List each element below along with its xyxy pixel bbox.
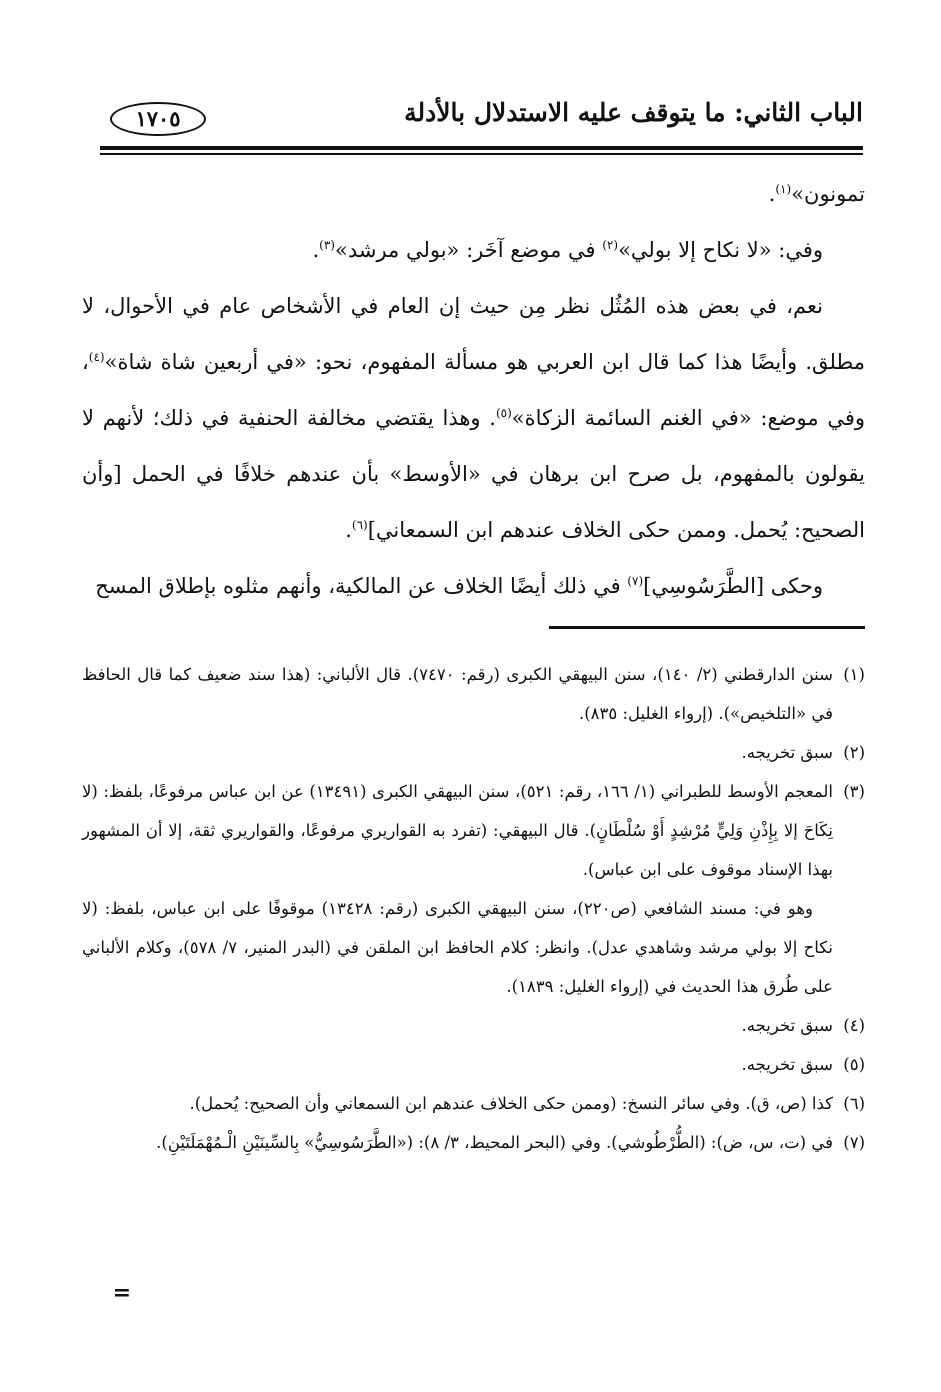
footnote-text: سنن الدارقطني (٢/ ١٤٠)، سنن البيهقي الكبرى (رقم: ٧٤٧٠). قال الألباني: (هذا سند ضعيف كما قال الحافظ في «التلخيص»). (إرواء الغليل: ٨٣٥).: [82, 665, 833, 723]
footnote-text: وهو في: مسند الشافعي (ص٢٢٠)، سنن البيهقي الكبرى (رقم: ١٣٤٢٨) موقوفًا على ابن عباس، بلفظ: (لا نكاح إلا بولي مرشد وشاهدي عدل). وانظر: كلام الحافظ ابن الملقن في (البدر المنير، ٧/ ٥٧٨)، وكلام الألباني على طُرق هذا الحديث في (إرواء الغليل: ١٨٣٩).: [82, 899, 833, 996]
footnote: [82, 772, 865, 889]
body-paragraph: [82, 166, 865, 222]
footnote-separator: [549, 626, 865, 629]
main-text: [82, 166, 865, 614]
footnote-reference: (٥): [495, 406, 512, 420]
body-text: نعم، في بعض هذه المُثُل نظر مِن حيث إن العام في الأشخاص عام في الأحوال، لا مطلق. وأيضًا هذا كما قال ابن العربي هو مسألة المفهوم، نحو: «في أربعين شاة شاة»: [82, 294, 865, 374]
footnote-text: المعجم الأوسط للطبراني (١/ ١٦٦، رقم: ٥٢١)، سنن البيهقي الكبرى (١٣٤٩١) عن ابن عباس مرفوعًا، بلفظ: (لا نِكَاحَ إلا بِإِذْنِ وَلِيٍّ مُرْشِدٍ أَوْ سُلْطَانٍ). قال البيهقي: (تفرد به القواريري مرفوعًا، والقواريري ثقة، إلا أن المشهور بهذا الإسناد موقوف على ابن عباس).: [82, 782, 833, 879]
footnote-reference: (٤): [88, 350, 105, 364]
header-rule-thick: [100, 146, 863, 150]
body-text: في موضع آخَر: «بولي مرشد»: [334, 238, 603, 262]
footnote-continuation: [82, 889, 865, 1006]
footnote: [82, 733, 865, 772]
body-text: وفي: «لا نكاح إلا بولي»: [618, 238, 823, 262]
body-paragraph: [82, 278, 865, 558]
footnote-marker: (٢): [843, 743, 865, 762]
footnote-marker: (٥): [843, 1055, 865, 1074]
chapter-title: الباب الثاني: ما يتوقف عليه الاستدلال بالأدلة: [404, 98, 863, 127]
body-paragraph: [82, 558, 865, 614]
body-text: .: [312, 238, 320, 262]
footnote-marker: (٦): [843, 1094, 865, 1113]
footnote: [82, 1045, 865, 1084]
body-text: تمونون»: [791, 182, 865, 206]
footnote-text: سبق تخريجه.: [741, 1055, 833, 1074]
footnote: [82, 1084, 865, 1123]
footnote-reference: (٢): [602, 238, 619, 252]
footnote-text: في (ت، س، ض): (الطُّرْطُوشي). وفي (البحر المحيط، ٣/ ٨): («الطَّرَسُوسِيُّ» بِالسِّينَيْنِ الْـمُهْمَلَتَيْنِ).: [156, 1133, 833, 1152]
footnote: [82, 1006, 865, 1045]
body-text: . وهذا يقتضي مخالفة الحنفية في ذلك؛ لأنهم لا يقولون بالمفهوم، بل صرح ابن برهان في «الأوسط» بأن عندهم خلافًا في الحمل [وأن الصحيح: يُحمل. وممن حكى الخلاف عندهم ابن السمعاني]: [82, 406, 865, 542]
footnote-reference: (٣): [319, 238, 335, 252]
page-number: ١٧٠٥: [110, 102, 206, 136]
footnote-reference: (١): [775, 182, 792, 196]
footnote-marker: (٧): [843, 1133, 865, 1152]
body-paragraph: [82, 222, 865, 278]
running-header: [100, 92, 863, 148]
footnote-text: سبق تخريجه.: [741, 743, 833, 762]
footnote-reference: (٧): [627, 574, 644, 588]
footnote: [82, 655, 865, 733]
continuation-mark: =: [112, 1280, 131, 1306]
footnote-marker: (١): [843, 665, 865, 684]
footnote-marker: (٤): [843, 1016, 865, 1035]
footnotes: [82, 655, 865, 1162]
footnote: [82, 1123, 865, 1162]
body-text: في ذلك أيضًا الخلاف عن المالكية، وأنهم مثلوه بإطلاق المسح: [95, 574, 628, 598]
footnote-text: كذا (ص، ق). وفي سائر النسخ: (وممن حكى الخلاف عندهم ابن السمعاني وأن الصحيح: يُحمل).: [189, 1094, 833, 1113]
body-text: .: [768, 182, 776, 206]
footnote-marker: (٣): [843, 782, 865, 801]
footnote-reference: (٦): [351, 518, 368, 532]
body-text: وحكى [الطَّرَسُوسِي]: [643, 574, 823, 598]
body-text: .: [345, 518, 352, 542]
header-rule-thin: [100, 153, 863, 155]
footnote-text: سبق تخريجه.: [741, 1016, 833, 1035]
body-text: ، وفي موضع: «في الغنم السائمة الزكاة»: [82, 350, 865, 430]
